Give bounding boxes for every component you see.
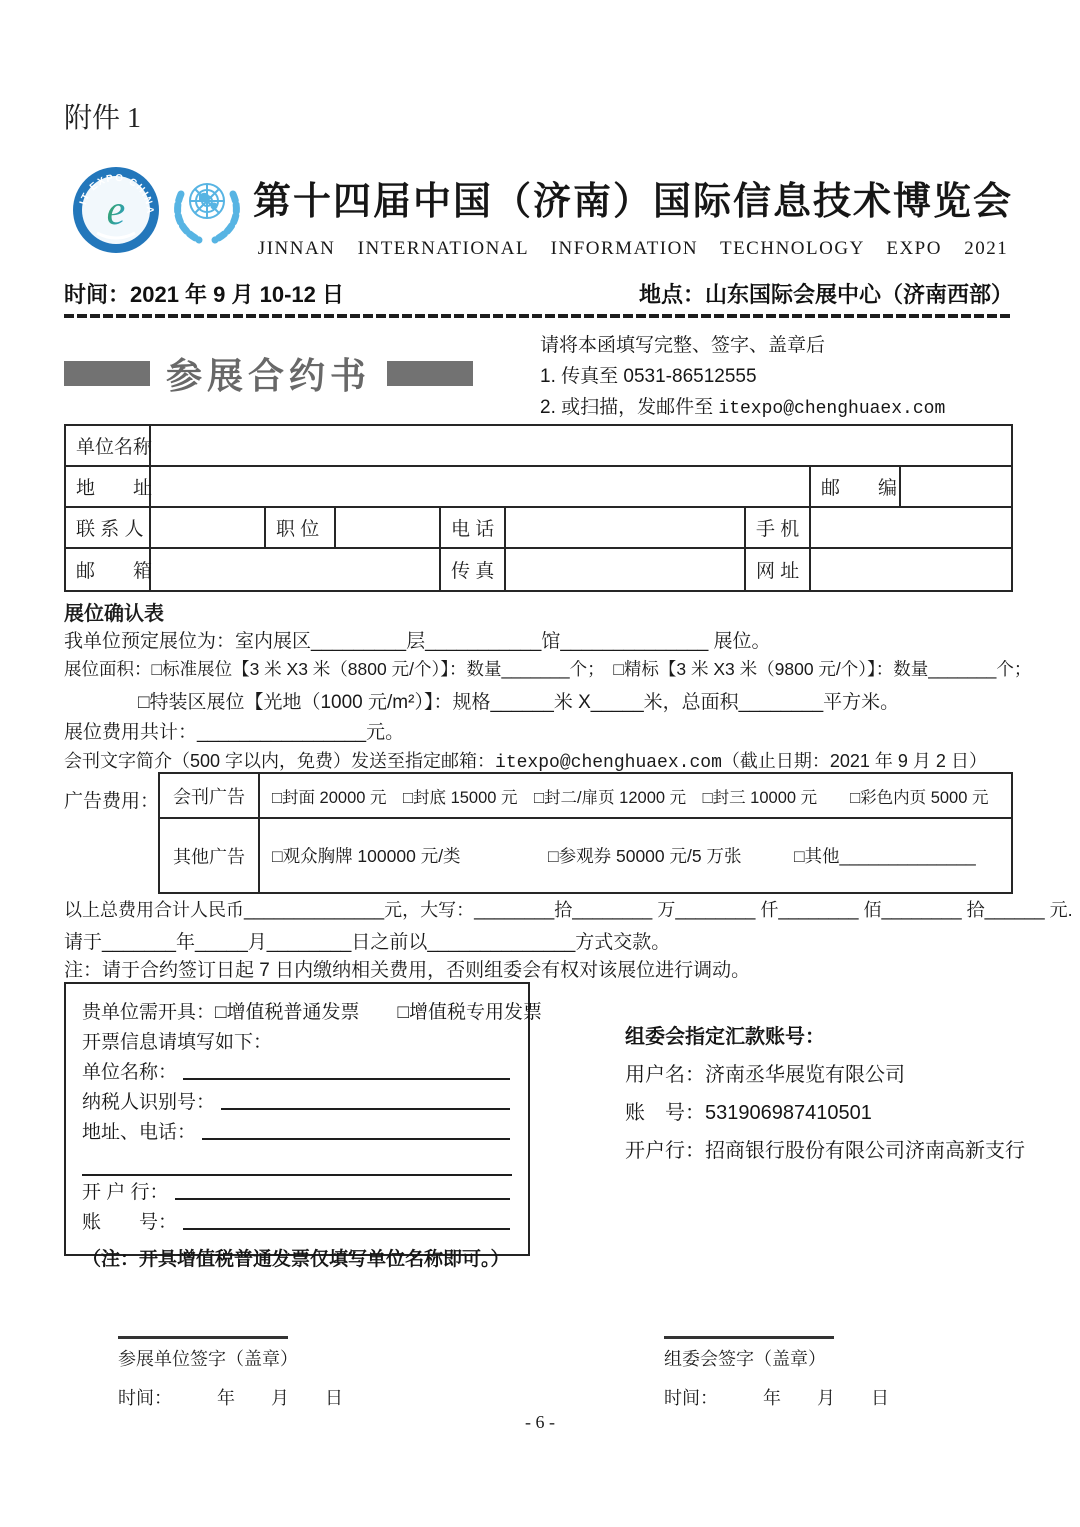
signature-line — [118, 1336, 288, 1339]
it-expo-china-logo-icon — [72, 166, 160, 254]
instruction-line-3 — [540, 392, 945, 425]
instruction-line-2: 1. 传真至 0531-86512555 — [540, 366, 757, 387]
contact-info-table — [64, 424, 1013, 592]
committee-signature-label: 组委会签字（盖章） — [664, 1349, 826, 1369]
instruction-line-3-text: 2. 或扫描，发邮件至 — [540, 397, 719, 418]
invoice-taxid-label: 纳税人识别号： — [82, 1092, 216, 1113]
booth-area-line-2: □特装区展位【光地（1000 元/m²）】：规格______米 X_____米，总面积________平方米。 — [138, 692, 900, 713]
invoice-info-line: 开票信息请填写如下： — [82, 1032, 273, 1053]
invoice-company-field — [183, 1078, 510, 1080]
expo-venue: 地点：山东国际会展中心（济南西部） — [638, 282, 1013, 307]
remittance-bank: 开户行：招商银行股份有限公司济南高新支行 — [625, 1140, 1025, 1162]
instruction-line-1: 请将本函填写完整、签字、盖章后 — [540, 335, 826, 356]
dashed-divider — [64, 314, 1013, 318]
email-label: 邮 箱 — [66, 549, 151, 590]
submit-instructions — [540, 330, 945, 425]
banner-bar-right — [387, 361, 473, 386]
expo-subtitle: JINNAN INTERNATIONAL INFORMATION TECHNOLOGY EXPO 2021 — [257, 238, 1009, 259]
phone-label: 电 话 — [441, 508, 506, 547]
remittance-heading: 组委会指定汇款账号： — [625, 1026, 825, 1048]
invoice-address-label: 地址、电话： — [82, 1122, 197, 1143]
exhibitor-signature-date: 时间： 年 月 日 — [118, 1388, 343, 1408]
contact-person-label: 联 系 人 — [66, 508, 151, 547]
logo-monogram: e — [106, 188, 126, 234]
job-title-label: 职 位 — [266, 508, 336, 547]
committee-signature-date: 时间： 年 月 日 — [664, 1388, 889, 1408]
attachment-label: 附件 1 — [64, 103, 142, 134]
contract-banner — [64, 348, 473, 399]
table-row — [66, 549, 1011, 590]
expo-date: 时间：2021 年 9 月 10-12 日 — [64, 282, 345, 307]
invoice-bank-field — [175, 1198, 510, 1200]
invoice-bank-label: 开 户 行： — [82, 1182, 169, 1203]
address-field — [151, 467, 811, 506]
invoice-type-line: 贵单位需开具：□增值税普通发票 □增值税专用发票 — [82, 1002, 542, 1023]
remittance-block — [625, 1018, 1025, 1170]
logo-ring-text: IT EXPO CHINA — [77, 172, 156, 216]
website-label: 网 址 — [746, 549, 811, 590]
invoice-account-field — [183, 1228, 510, 1230]
journal-deadline: （截止日期：2021 年 9 月 2 日） — [721, 751, 987, 771]
website-field — [811, 549, 1011, 590]
other-ad-category: 其他广告 — [160, 819, 260, 892]
payment-note-line: 注：请于合约签订日起 7 日内缴纳相关费用，否则组委会有权对该展位进行调动。 — [64, 960, 751, 981]
journal-intro-line — [64, 747, 1024, 773]
booth-fee-line: 展位费用共计：________________元。 — [64, 722, 405, 743]
job-title-field — [336, 508, 441, 547]
table-row — [66, 467, 1011, 508]
company-name-label: 单位名称 — [66, 426, 151, 465]
booth-confirm-heading: 展位确认表 — [64, 603, 164, 625]
table-row — [160, 774, 1011, 819]
mobile-label: 手 机 — [746, 508, 811, 547]
company-name-field — [151, 426, 1011, 465]
booth-reserve-line: 我单位预定展位为：室内展区_________层___________馆______________ 展位。 — [64, 631, 771, 652]
invoice-account-label: 账 号： — [82, 1212, 178, 1233]
invoice-address-field — [202, 1138, 510, 1140]
ad-fees-label: 广告费用： — [64, 791, 160, 812]
invoice-address-field-2 — [82, 1146, 512, 1176]
fax-label: 传 真 — [441, 549, 506, 590]
zip-label: 邮 编 — [811, 467, 901, 506]
page-number: - 6 - — [525, 1412, 555, 1432]
committee-signature-block — [664, 1336, 984, 1410]
mobile-field — [811, 508, 1011, 547]
expo-title: 第十四届中国（济南）国际信息技术博览会 — [252, 181, 1013, 223]
other-ad-options: □观众胸牌 100000 元/类 □参观券 50000 元/5 万张 □其他______________ — [272, 846, 976, 866]
signature-line — [664, 1336, 834, 1339]
ad-fees-table — [158, 772, 1013, 894]
exhibitor-signature-block — [118, 1336, 438, 1410]
payment-due-line: 请于_______年_____月________日之前以______________方式交款。 — [64, 932, 671, 953]
journal-intro-text: 会刊文字简介（500 字以内，免费）发送至指定邮箱： — [64, 751, 496, 771]
address-label: 地 址 — [66, 467, 151, 506]
phone-field — [506, 508, 746, 547]
contact-person-field — [151, 508, 266, 547]
un-emblem-icon — [166, 168, 248, 254]
invoice-company-label: 单位名称： — [82, 1062, 178, 1083]
table-row — [160, 819, 1011, 892]
zip-field — [901, 467, 1011, 506]
fax-field — [506, 549, 746, 590]
remittance-account-number: 账 号：531906987410501 — [625, 1102, 872, 1124]
journal-ad-category: 会刊广告 — [160, 774, 260, 817]
invoice-info-box — [64, 982, 542, 1270]
invoice-note: （注：开具增值税普通发票仅填写单位名称即可。） — [82, 1249, 510, 1270]
table-row — [66, 508, 1011, 549]
contract-title: 参展合约书 — [166, 356, 372, 396]
journal-email: itexpo@chenghuaex.com — [495, 753, 722, 773]
exhibitor-signature-label: 参展单位签字（盖章） — [118, 1349, 298, 1369]
journal-ad-options: □封面 20000 元 □封底 15000 元 □封二/扉页 12000 元 □封三 10000 元 □彩色内页 5000 元 — [272, 788, 989, 807]
table-row — [66, 426, 1011, 467]
contact-email: itexpo@chenghuaex.com — [718, 399, 946, 419]
booth-area-line-1: 展位面积：□标准展位【3 米 X3 米（8800 元/个）】：数量_______个； □精标【3 米 X3 米（9800 元/个）】：数量_______个； — [64, 659, 1032, 679]
invoice-taxid-field — [221, 1108, 510, 1110]
banner-bar-left — [64, 361, 150, 386]
total-amount-line: 以上总费用合计人民币______________元，大写：________拾________ 万________ 仟________ 佰________ 拾______ 元. — [64, 900, 1073, 920]
email-field — [151, 549, 441, 590]
remittance-account-name: 用户名：济南丞华展览有限公司 — [625, 1064, 905, 1086]
